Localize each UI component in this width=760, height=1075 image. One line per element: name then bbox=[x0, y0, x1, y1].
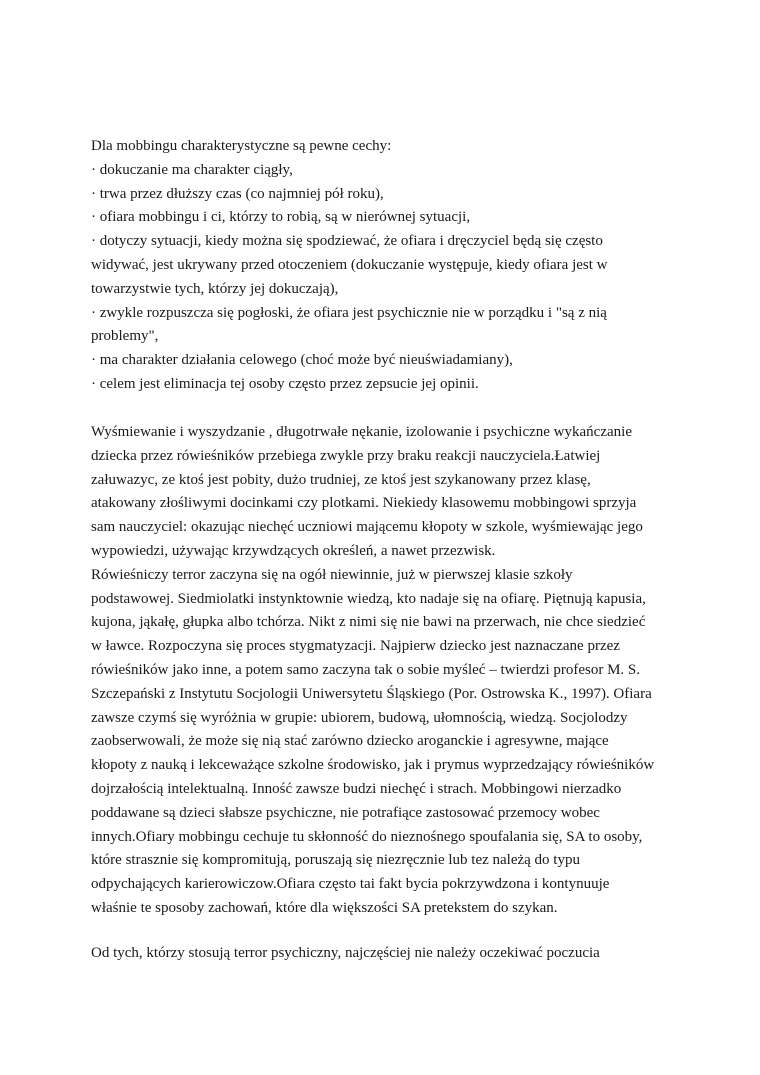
list-item: · ma charakter działania celowego (choć może być nieuświadamiany), bbox=[91, 352, 513, 369]
paragraph-line: w ławce. Rozpoczyna się proces stygmatyzacji. Najpierw dziecko jest naznaczane przez bbox=[91, 638, 620, 655]
paragraph-line: innych.Ofiary mobbingu cechuje tu skłonność do nieznośnego spoufalania się, SA to osoby, bbox=[91, 828, 643, 845]
paragraph-line: odpychających karierowiczow.Ofiara często tai fakt bycia pokrzywdzona i kontynuuje bbox=[91, 876, 610, 893]
paragraph-line: Rówieśniczy terror zaczyna się na ogół niewinnie, już w pierwszej klasie szkoły bbox=[91, 566, 573, 583]
list-item-continuation: problemy", bbox=[91, 328, 159, 345]
list-item: · ofiara mobbingu i ci, którzy to robią, są w nierównej sytuacji, bbox=[91, 209, 471, 226]
paragraph-line: Szczepański z Instytutu Socjologii Uniwersytetu Śląskiego (Por. Ostrowska K., 1997). Ofiara bbox=[91, 685, 652, 702]
paragraph-line: kujona, jąkałę, głupka albo tchórza. Nikt z nimi się nie bawi na przerwach, nie chce siedzieć bbox=[91, 614, 646, 631]
list-intro-line: Dla mobbingu charakterystyczne są pewne cechy: bbox=[91, 138, 392, 154]
paragraph-line: Wyśmiewanie i wyszydzanie , długotrwałe nękanie, izolowanie i psychiczne wykańczanie bbox=[91, 424, 632, 440]
list-item: · dotyczy sytuacji, kiedy można się spodziewać, że ofiara i dręczyciel będą się często bbox=[91, 233, 603, 250]
paragraph-line: Od tych, którzy stosują terror psychiczny, najczęściej nie należy oczekiwać poczucia bbox=[91, 945, 600, 961]
paragraph-line: właśnie te sposoby zachowań, które dla większości SA pretekstem do szykan. bbox=[91, 899, 558, 916]
list-item-continuation: widywać, jest ukrywany przed otoczeniem (dokuczanie występuje, kiedy ofiara jest w bbox=[91, 256, 608, 273]
paragraph-line: załuwazyc, ze ktoś jest pobity, dużo trudniej, ze ktoś jest szykanowany przez klasę, bbox=[91, 471, 591, 488]
paragraph-line: zaobserwowali, że może się nią stać zarówno dziecko aroganckie i agresywne, mające bbox=[91, 733, 609, 750]
list-item: · dokuczanie ma charakter ciągły, bbox=[91, 161, 293, 178]
body-paragraph-final bbox=[91, 942, 681, 966]
paragraph-line: podstawowej. Siedmiolatki instynktownie wiedzą, kto nadaje się na ofiarę. Piętnują kapusia, bbox=[91, 590, 646, 607]
paragraph-line: atakowany złośliwymi docinkami czy plotkami. Niekiedy klasowemu mobbingowi sprzyja bbox=[91, 495, 637, 512]
paragraph-line: dziecka przez rówieśników przebiega zwykle przy braku reakcji nauczyciela.Łatwiej bbox=[91, 447, 601, 464]
paragraph-line: sam nauczyciel: okazując niechęć uczniowi mającemu kłopoty w szkole, wyśmiewając jego bbox=[91, 519, 643, 536]
mobbing-features-list bbox=[91, 135, 681, 397]
paragraph-line: dojrzałością intelektualną. Inność zawsze budzi niechęć i strach. Mobbingowi nierzadko bbox=[91, 780, 622, 797]
list-item: · zwykle rozpuszcza się pogłoski, że ofiara jest psychicznie nie w porządku i "są z nią bbox=[91, 304, 607, 321]
list-item: · trwa przez dłuższy czas (co najmniej pół roku), bbox=[91, 185, 384, 202]
list-item-continuation: towarzystwie tych, którzy jej dokuczają), bbox=[91, 280, 339, 297]
paragraph-line: zawsze czymś się wyróżnia w grupie: ubiorem, budową, ułomnością, wiedzą. Socjolodzy bbox=[91, 709, 628, 726]
paragraph-line: które strasznie się kompromitują, poruszają się niezręcznie lub tez należą do typu bbox=[91, 852, 580, 869]
list-item: · celem jest eliminacja tej osoby często przez zepsucie jej opinii. bbox=[91, 375, 479, 392]
paragraph-line: rówieśników jako inne, a potem samo zaczyna tak o sobie myśleć – twierdzi profesor M. S. bbox=[91, 661, 641, 678]
paragraph-line: kłopoty z nauką i lekceważące szkolne środowisko, jak i prymus wyprzedzający rówieśników bbox=[91, 757, 655, 774]
paragraph-line: poddawane są dzieci słabsze psychiczne, nie potrafiące zastosować przemocy wobec bbox=[91, 804, 600, 821]
body-paragraph-main bbox=[91, 421, 681, 921]
paragraph-line: wypowiedzi, używając krzywdzących określeń, a nawet przezwisk. bbox=[91, 542, 496, 559]
